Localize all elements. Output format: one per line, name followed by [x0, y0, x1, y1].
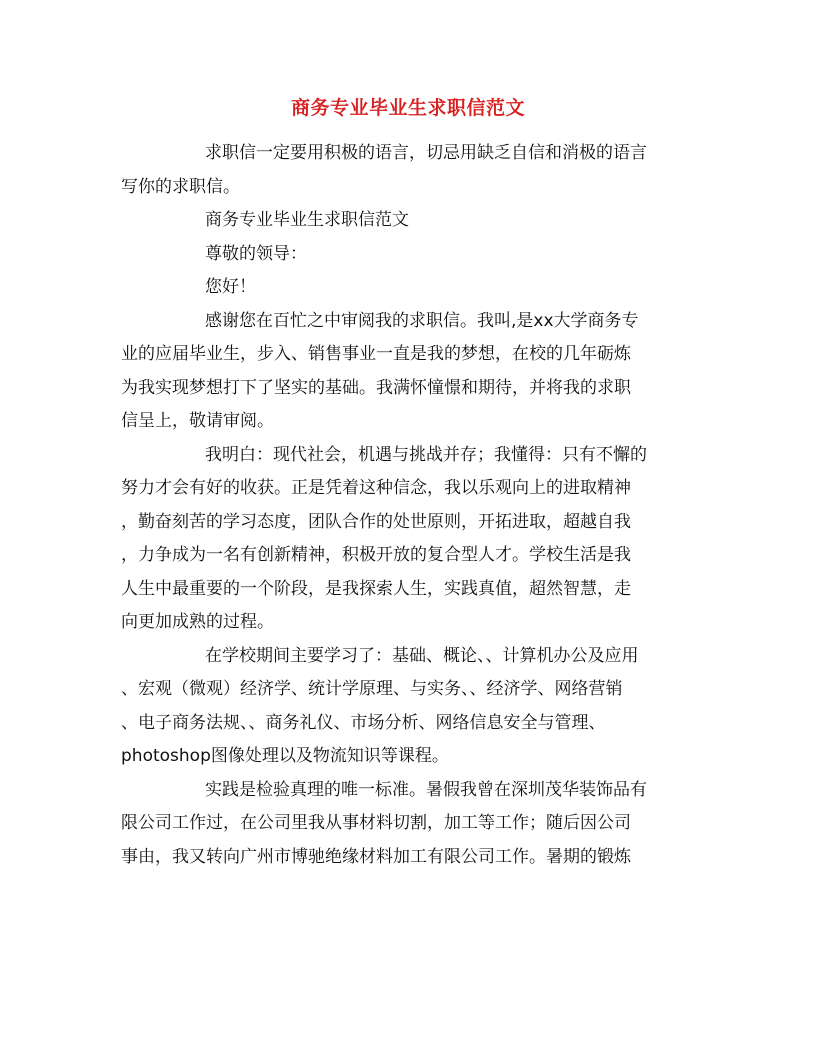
paragraph-belief-line-6: 向更加成熟的过程。	[121, 612, 274, 632]
paragraph-courses-line-3: 、电子商务法规、、商务礼仪、市场分析、网络信息安全与管理、	[121, 712, 606, 733]
document-title: 商务专业毕业生求职信范文	[290, 97, 525, 119]
paragraph-courses-line-2: 、宏观（微观）经济学、统计学原理、与实务、、经济学、网络营销	[121, 679, 623, 699]
paragraph-intro-line-1: 求职信一定要用积极的语言，切忌用缺乏自信和消极的语言	[205, 143, 647, 163]
paragraph-practice-line-3: 事由，我又转向广州市博驰绝缘材料加工有限公司工作。暑期的锻炼	[121, 846, 631, 867]
paragraph-thanks-line-4: 信呈上，敬请审阅。	[121, 411, 274, 431]
paragraph-belief-line-4: ，力争成为一名有创新精神，积极开放的复合型人才。学校生活是我	[121, 545, 631, 565]
letter-heading: 商务专业毕业生求职信范文	[205, 210, 409, 230]
paragraph-courses-line-4: photoshop图像处理以及物流知识等课程。	[121, 746, 449, 766]
paragraph-belief-line-3: ，勤奋刻苦的学习态度，团队合作的处世原则，开拓进取，超越自我	[121, 511, 631, 532]
paragraph-practice-line-1: 实践是检验真理的唯一标准。暑假我曾在深圳茂华装饰品有	[205, 779, 647, 800]
paragraph-courses-line-1: 在学校期间主要学习了：基础、概论、、计算机办公及应用	[205, 645, 639, 666]
paragraph-belief-line-1: 我明白：现代社会，机遇与挑战并存；我懂得：只有不懈的	[205, 444, 647, 465]
paragraph-belief-line-5: 人生中最重要的一个阶段，是我探索人生，实践真值，超然智慧，走	[121, 578, 631, 599]
paragraph-thanks-line-3: 为我实现梦想打下了坚实的基础。我满怀憧憬和期待，并将我的求职	[121, 377, 631, 398]
greeting: 您好！	[205, 277, 256, 297]
document-body	[121, 137, 691, 874]
paragraph-belief-line-2: 努力才会有好的收获。正是凭着这种信念，我以乐观向上的进取精神	[121, 478, 631, 498]
paragraph-thanks-line-1: 感谢您在百忙之中审阅我的求职信。我叫,是xx大学商务专	[205, 310, 639, 331]
paragraph-intro-line-2: 写你的求职信。	[121, 176, 240, 197]
paragraph-practice-line-2: 限公司工作过，在公司里我从事材料切割，加工等工作；随后因公司	[121, 813, 631, 833]
salutation: 尊敬的领导：	[205, 243, 307, 264]
paragraph-thanks-line-2: 业的应届毕业生，步入、销售事业一直是我的梦想，在校的几年砺炼	[121, 344, 631, 364]
